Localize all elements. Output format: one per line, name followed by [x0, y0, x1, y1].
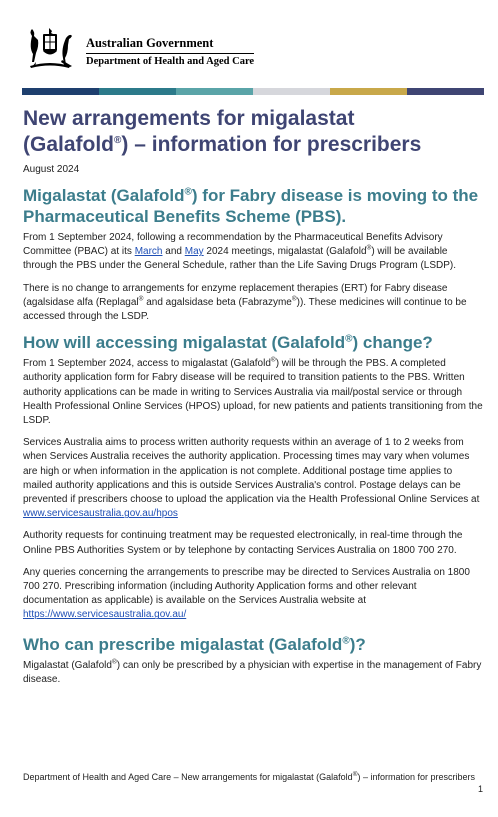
paragraph: There is no change to arrangements for enzyme replacement therapies (ERT) for Fabry disease (agalsidase alfa (Replagal® and agalsidase beta (Fabrazyme®)). These medicines will continue to be accessed through the LSDP. [23, 282, 467, 323]
paragraph: Authority requests for continuing treatment may be requested electronically, in real-time through the Online PBS Authorities System or by telephone by contacting Services Australia on 1800 700 270. [23, 530, 463, 556]
paragraph: From 1 September 2024, following a recommendation by the Pharmaceutical Benefits Advisory Committee (PBAC) at its March and May 2024 meetings, migalastat (Galafold®) will be available through the PBS under the General Schedule, rather than the Life Saving Drugs Program (LSDP). [23, 232, 457, 272]
footer-text: Department of Health and Aged Care – New arrangements for migalastat (Galafold®) – information for prescribers [23, 771, 476, 782]
document-body [23, 106, 483, 687]
page-footer [23, 771, 483, 794]
stripe-segment [330, 88, 407, 95]
section-heading-moving-to-pbs: Migalastat (Galafold®) for Fabry disease is moving to the Pharmaceutical Benefits Scheme (PBS). [23, 186, 479, 226]
march-meeting-link[interactable]: March [134, 246, 163, 258]
section-heading-access-change: How will accessing migalastat (Galafold®) change? [23, 333, 433, 353]
header-divider [86, 53, 254, 54]
stripe-segment [22, 88, 99, 95]
section-heading-who-can-prescribe: Who can prescribe migalastat (Galafold®)? [23, 634, 366, 654]
hpos-link[interactable]: www.servicesaustralia.gov.au/hpos [23, 508, 178, 520]
stripe-segment [99, 88, 176, 95]
paragraph: From 1 September 2024, access to migalastat (Galafold®) will be through the PBS. A completed authority application form for Fabry disease will be required to transition patients to the PBS. Written authority applications can be made in writing to Services Australia via mail/postal service or through Health Professional Online Services (HPOS) upload, for new patients and patients transitioning from the LSDP. [23, 356, 483, 427]
coat-of-arms-icon [22, 24, 78, 72]
stripe-segment [176, 88, 253, 95]
stripe-segment [407, 88, 484, 95]
page-header [22, 24, 482, 76]
paragraph: Any queries concerning the arrangements to prescribe may be directed to Services Australia on 1800 700 270. Prescribing information (including Authority Application forms and other relevant documentation as applicable) is available on the Services Australia website at https://www.servicesaustralia.gov.au/ [23, 566, 470, 621]
brand-stripe [22, 88, 484, 95]
page-number: 1 [477, 783, 483, 794]
stripe-segment [253, 88, 330, 95]
government-name: Australian Government [86, 36, 214, 50]
paragraph: Services Australia aims to process written authority requests within an average of 1 to 2 weeks from when Services Australia receives the authority application. Processing times may vary when volumes are high or when information in the application is not complete. Additional postage time applies to mailed authority applications and this is outside Services Australia's control. Postage delays can be prevented if prescribers choose to upload the application via the Health Professional Online Services at www.servicesaustralia.gov.au/hpos [23, 437, 480, 520]
paragraph: Migalastat (Galafold®) can only be prescribed by a physician with expertise in the management of Fabry disease. [23, 658, 482, 685]
publication-date: August 2024 [23, 164, 80, 175]
may-meeting-link[interactable]: May [184, 246, 204, 258]
services-australia-link[interactable]: https://www.servicesaustralia.gov.au/ [23, 609, 187, 621]
page-title: New arrangements for migalastat (Galafold®) – information for prescribers [23, 107, 422, 156]
department-name: Department of Health and Aged Care [86, 56, 255, 67]
